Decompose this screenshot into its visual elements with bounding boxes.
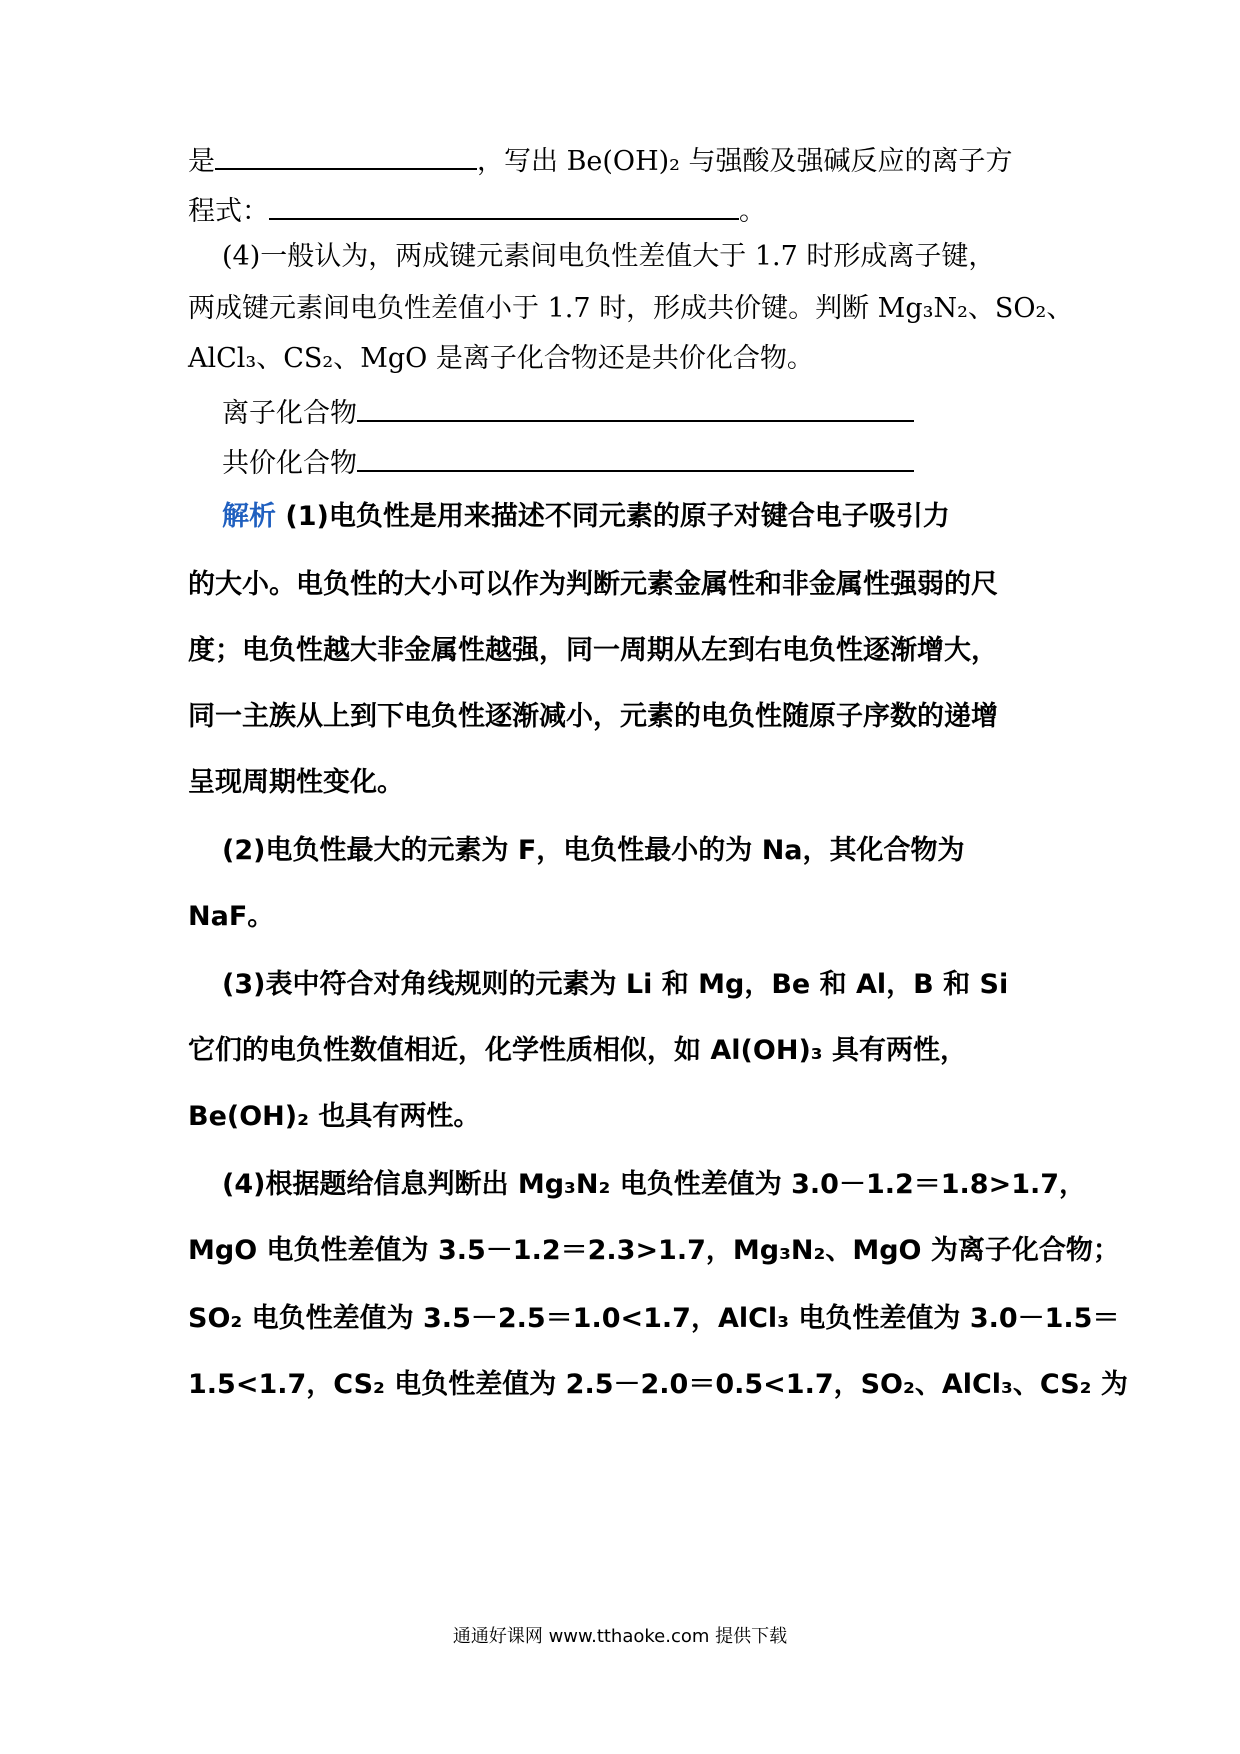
analysis-p3-line-3: Be(OH)₂ 也具有两性。: [188, 1101, 481, 1132]
answer-blank: [357, 442, 914, 472]
question-line-1: [188, 140, 1013, 179]
footer-watermark: 通通好课网 www.tthaoke.com 提供下载: [452, 1626, 788, 1647]
answer-blank: [357, 392, 914, 422]
analysis-p4-line-3: SO₂ 电负性差值为 3.5－2.5＝1.0<1.7，AlCl₃ 电负性差值为 3.0－1.5＝: [188, 1303, 1120, 1334]
analysis-p1-line-5: 呈现周期性变化。: [188, 767, 404, 798]
analysis-p1-line-4: 同一主族从上到下电负性逐渐减小，元素的电负性随原子序数的递增: [188, 701, 998, 732]
text-segment: 。: [739, 196, 766, 227]
text-segment: ，写出 Be(OH)₂ 与强酸及强碱反应的离子方: [477, 146, 1013, 177]
covalent-compound-line: [222, 442, 914, 481]
analysis-p2-line-2: NaF。: [188, 901, 275, 932]
answer-blank: [269, 190, 739, 220]
answer-blank: [215, 140, 477, 170]
analysis-p3-line-1: (3)表中符合对角线规则的元素为 Li 和 Mg，Be 和 Al，B 和 Si: [222, 969, 1009, 1000]
analysis-p2-line-1: (2)电负性最大的元素为 F，电负性最小的为 Na，其化合物为: [222, 835, 965, 866]
analysis-p1-line-1: [222, 500, 950, 534]
text-segment: 是: [188, 146, 215, 177]
covalent-label: 共价化合物: [222, 448, 357, 479]
ionic-compound-line: [222, 392, 914, 431]
analysis-p4-line-4: 1.5<1.7，CS₂ 电负性差值为 2.5－2.0＝0.5<1.7，SO₂、AlCl₃、CS₂ 为: [188, 1369, 1128, 1400]
analysis-p1-line-3: 度；电负性越大非金属性越强，同一周期从左到右电负性逐渐增大，: [188, 635, 998, 666]
text-segment: (1)电负性是用来描述不同元素的原子对键合电子吸引力: [285, 501, 950, 532]
q4-line-2: 两成键元素间电负性差值小于 1.7 时，形成共价键。判断 Mg₃N₂、SO₂、: [188, 293, 1074, 324]
question-line-2: [188, 190, 766, 229]
ionic-label: 离子化合物: [222, 398, 357, 429]
analysis-p4-line-2: MgO 电负性差值为 3.5－1.2＝2.3>1.7，Mg₃N₂、MgO 为离子化合物；: [188, 1235, 1120, 1266]
analysis-p4-line-1: (4)根据题给信息判断出 Mg₃N₂ 电负性差值为 3.0－1.2＝1.8>1.7，: [222, 1169, 1087, 1200]
analysis-p1-line-2: 的大小。电负性的大小可以作为判断元素金属性和非金属性强弱的尺: [188, 569, 998, 600]
q4-line-1: (4)一般认为，两成键元素间电负性差值大于 1.7 时形成离子键，: [222, 241, 996, 272]
q4-line-3: AlCl₃、CS₂、MgO 是离子化合物还是共价化合物。: [188, 343, 814, 374]
analysis-label: 解析: [222, 501, 276, 532]
text-segment: 程式：: [188, 196, 269, 227]
analysis-p3-line-2: 它们的电负性数值相近，化学性质相似，如 Al(OH)₃ 具有两性，: [188, 1035, 968, 1066]
